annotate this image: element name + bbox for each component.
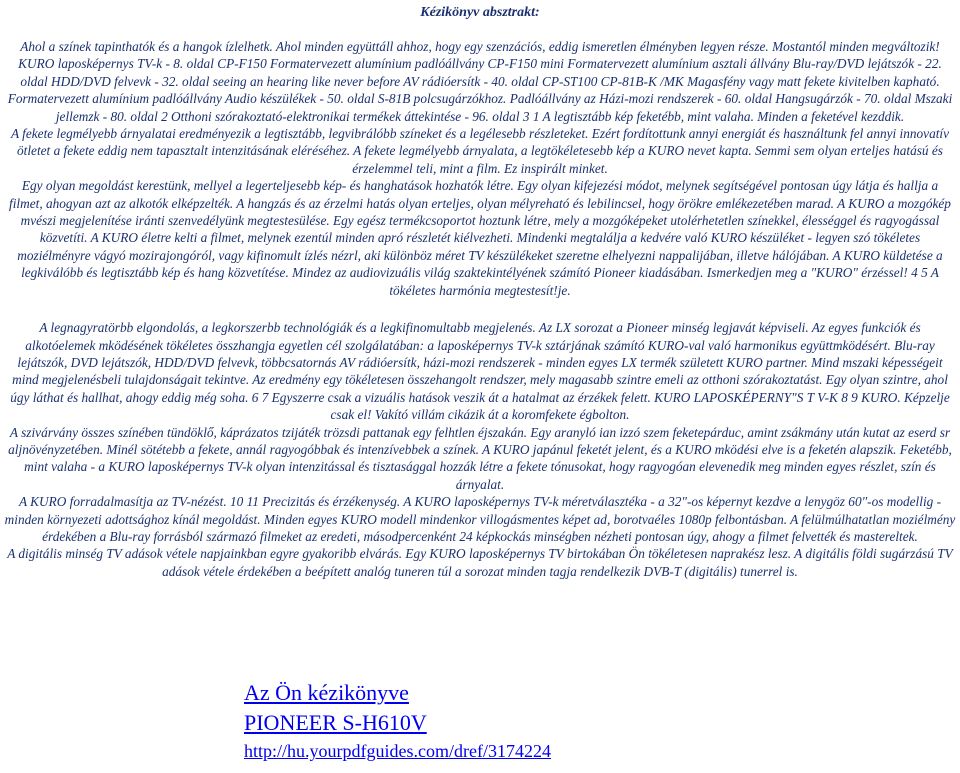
page-title: Kézikönyv absztrakt: <box>420 5 540 20</box>
link-block <box>244 678 551 764</box>
paragraph: A KURO forradalmasítja az TV-nézést. 10 11 Precizitás és érzékenység. A KURO laposképernys TV-k méretválasztéka - a 32"-os képernyt kezdve a lenygöz 60"-os modellig - minden környezeti adottsághoz kínál megoldást. Minden egyes KURO modell mindenkor villogásmentes képet ad, borotvaéles 1080p felbontásban. A felülmúlhatatlan moziélmény érdekében a Blu-ray forrásból származó filmeket az eredeti, másodpercenként 24 képkockás minségben nézheti pontosan úgy, ahogy a filmet felvették és mastereltek. <box>4 494 956 544</box>
document-body <box>4 38 956 580</box>
url-link[interactable]: http://hu.yourpdfguides.com/dref/3174224 <box>244 741 551 761</box>
paragraph: Egy olyan megoldást kerestünk, mellyel a legerteljesebb kép- és hanghatások hozhatók létre. Egy olyan kifejezési módot, melynek segítségével pontosan úgy látja és hallja a filmet, ahogyan azt az alkotók elképzelték. A hangzás és az érzelmi hatás olyan erteljes, olyan mélyreható és lebilincsel, hogy örökre emlékezetében marad. A KURO a mozgókép mvészi megjelenítése iránti szenvedélyünk megtestesülése. Egy egész termékcsoportot hoztunk létre, mely a mozgóképeket utolérhetetlen színekkel, élességgel és ragyogással közvetíti. A KURO életre kelti a filmet, melynek ezentúl minden apró részletét kiélvezheti. Mindenki megtalálja a kedvére való KURO készüléket - legyen szó tökéletes moziélményre vágyó mozirajongóról, vagy kifinomult ízlés nézrl, aki különböz méret TV készülékeket szeretne elhelyezni nappalijában, illetve hálójában. A KURO küldetése a legkiválóbb és legtisztább kép és hang közvetítése. Mindez az audiovizuális világ szaktekintélyének számító Pioneer kiadásában. Ismerkedjen meg a "KURO" érzéssel! 4 5 A tökéletes harmónia megtestesít!je. <box>9 178 951 298</box>
paragraph: A digitális minség TV adások vétele napjainkban egyre gyakoribb elvárás. Egy KURO laposképernys TV birtokában Ön tökéletesen naprakész lesz. A digitális földi sugárzású TV adások vétele érdekében a beépített analóg tuneren túl a sorozat minden tagja rendelkezik DVB-T (digitális) tunerrel is. <box>7 546 953 579</box>
paragraph: A fekete legmélyebb árnyalatai eredményezik a legtisztább, legvibrálóbb színeket és a legélesebb részleteket. Ezért fordítottunk annyi energiát és használtunk fel annyi innovatív ötletet a fekete eddig nem tapasztalt intenzitásának eléréséhez. A fekete legmélyebb árnyalata, a legtökéletesebb kép a KURO nevet kapta. Semmi sem olyan erteljes hatású és érzelemmel teli, mint a film. Ez inspirált minket. <box>10 126 950 176</box>
paragraph: Ahol a színek tapinthatók és a hangok ízlelhetk. Ahol minden együttáll ahhoz, hogy egy szenzációs, eddig ismeretlen élményben legyen része. Mostantól minden megváltozik! KURO laposképernys TV-k - 8. oldal CP-F150 Formatervezett alumínium padlóállvány CP-F150 mini Formatervezett alumínium asztali állvány Blu-ray/DVD lejátszók - 22. oldal HDD/DVD felvevk - 32. oldal seeing an hearing like never before AV rádióersítk - 40. oldal CP-ST100 CP-81B-K /MK Magasfény vagy matt fekete kivitelben kapható. Formatervezett alumínium padlóállvány Audio készülékek - 50. oldal S-81B polcsugárzókhoz. Padlóállvány az Házi-mozi rendszerek - 60. oldal Hangsugárzók - 70. oldal Mszaki jellemzk - 80. oldal 2 Otthoni szórakoztató-elektronikai termékek áttekintése - 96. oldal 3 1 A legtisztább kép feketébb, mint valaha. Minden a feketével kezddik. <box>7 39 953 124</box>
paragraph-gap <box>4 299 956 319</box>
manual-link[interactable]: Az Ön kézikönyve <box>244 680 409 705</box>
paragraph: A szivárvány összes színében tündöklő, káprázatos tzijáték trözsdi pattanak egy felhtlen éjszakán. Egy aranyló ian izzó szem feketepárduc, amint zsákmány után kutat az eserd sr aljnövényzetében. Minél sötétebb a fekete, annál ragyogóbbak és intenzívebbek a színek. A KURO japánul feketét jelent, és a KURO mködési elve is a feketén alapszik. Feketébb, mint valaha - a KURO laposképernys TV-k olyan intenzitással és tisztasággal hozzák létre a fekete tónusokat, hogy ragyogóan elevenedik meg minden egyes részlet, szín és árnyalat. <box>8 424 952 492</box>
paragraph: A legnagyratörbb elgondolás, a legkorszerbb technológiák és a legkifinomultabb megjelenés. Az LX sorozat a Pioneer minség legjavát képviseli. Az egyes funkciók és alkotóelemek mködésének tökéletes összhangja egyetlen cél szolgálatában: a laposképernys TV-k sztárjának számító KURO-val való harmonikus együttmködésért. Blu-ray lejátszók, DVD lejátszók, HDD/DVD felvevk, többcsatornás AV rádióersítk, házi-mozi rendszerek - minden egyes LX termék született KURO partner. Mind mszaki képességeit mind megjelenésbeli tulajdonságait tekintve. Az eredmény egy tökéletesen összehangolt rendszer, mely magasabb szintre emeli az otthoni szórakoztatást. Egy olyan szintre, ahol úgy láthat és hallhat, ahogy eddig még soha. 6 7 Egyszerre csak a vizuális hatások veszik át a hatalmat az érzékek felett. KURO LAPOSKÉPERNY"S T V-K 8 9 KURO. Képzelje csak el! Vakító villám cikázik át a koromfekete égbolton. <box>10 320 950 423</box>
model-link[interactable]: PIONEER S-H610V <box>244 710 427 735</box>
